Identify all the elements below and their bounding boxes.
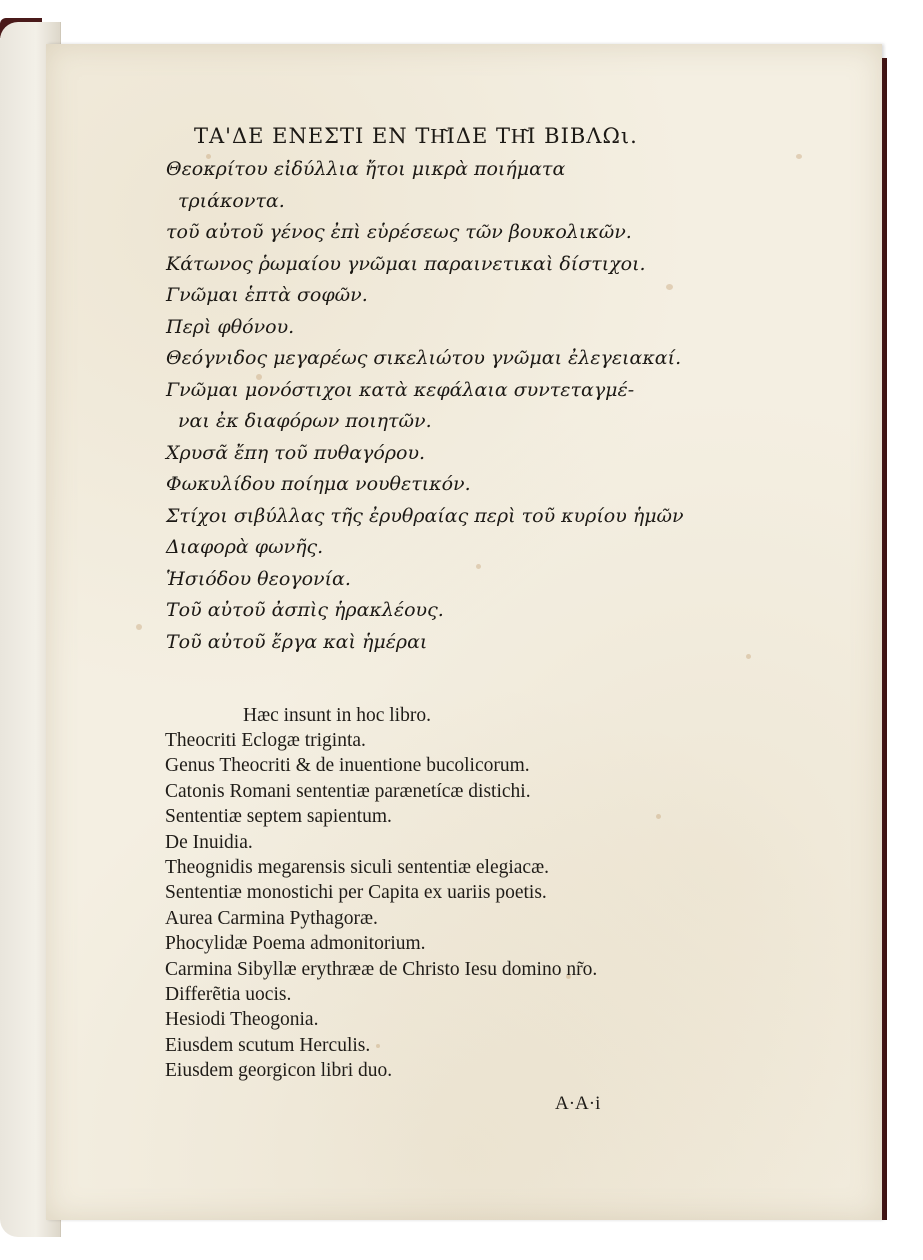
latin-heading: Hæc insunt in hoc libro. [243,705,431,726]
latin-entry: Phocylidæ Poema admonitorium. [165,933,426,955]
greek-entry: Περὶ φθόνου. [166,315,295,338]
latin-entry: Hesiodi Theogonia. [165,1009,319,1031]
greek-entry: Κάτωνος ῥωμαίου γνῶμαι παραινετικαὶ δίστιχοι. [166,252,646,275]
greek-entry: Τοῦ αὐτοῦ ἔργα καὶ ἡμέραι [166,630,428,653]
foxing-spot [136,624,142,630]
greek-heading: ΤΑ'ΔΕ ΕΝΕΣΤΙ ΕΝ ΤΗ͂ΙΔΕ ΤΗ͂Ι ΒΙΒΛΩι. [194,124,638,148]
latin-entry: De Inuidia. [165,831,253,853]
latin-entry: Sententiæ septem sapientum. [165,806,392,828]
latin-entry: Eiusdem georgicon libri duo. [165,1060,393,1082]
greek-entry: Γνῶμαι μονόστιχοι κατὰ κεφάλαια συντεταγμέ- [166,378,635,401]
greek-entry: ναι ἐκ διαφόρων ποιητῶν. [178,410,432,432]
greek-entry: Τοῦ αὐτοῦ ἀσπὶς ἡρακλέους. [166,599,444,621]
latin-entry: Sententiæ monostichi per Capita ex uariis poetis. [165,882,547,904]
greek-entry: τριάκοντα. [178,189,285,212]
greek-entry: Γνῶμαι ἑπτὰ σοφῶν. [166,284,368,306]
greek-entry: τοῦ αὐτοῦ γένος ἐπὶ εὑρέσεως τῶν βουκολικῶν. [166,221,632,243]
greek-entry: Ἡσιόδου θεογονία. [166,567,351,590]
latin-entry: Theognidis megarensis siculi sententiæ elegiacæ. [165,856,549,878]
greek-entry: Διαφορὰ φωνῆς. [166,536,324,558]
greek-entry: Φωκυλίδου ποίημα νουθετικόν. [166,473,471,495]
signature-mark: A·A·i [555,1093,601,1114]
latin-entry: Differẽtia uocis. [165,983,292,1005]
latin-entry: Theocriti Eclogæ triginta. [165,730,366,751]
latin-entry: Aurea Carmina Pythagoræ. [165,907,378,929]
greek-contents [166,118,866,658]
latin-entry: Catonis Romani sententiæ parænetícæ distichi. [165,780,531,802]
greek-entry: Θεοκρίτου εἰδύλλια ἤτοι μικρὰ ποιήματα [166,158,566,180]
latin-entry: Carmina Sibyllæ erythrææ de Christo Iesu domino nr̃o. [165,958,598,980]
greek-entry: Θεόγνιδος μεγαρέως σικελιώτου γνῶμαι ἐλεγειακαί. [166,347,682,369]
greek-entry: Χρυσᾶ ἔπη τοῦ πυθαγόρου. [166,441,426,464]
greek-entry: Στίχοι σιβύλλας τῆς ἐρυθραίας περὶ τοῦ κυρίου ἡμῶν [166,504,684,527]
latin-contents [165,703,865,1083]
latin-entry: Eiusdem scutum Herculis. [165,1034,371,1056]
latin-entry: Genus Theocriti & de inuentione bucolicorum. [165,755,530,777]
